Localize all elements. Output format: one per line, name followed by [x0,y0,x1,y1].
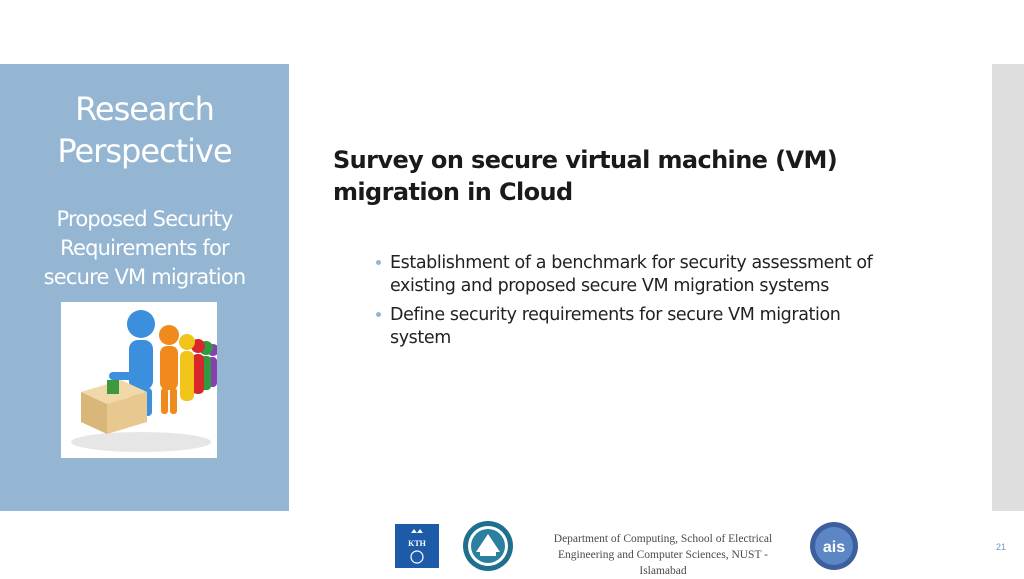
ais-logo [808,520,860,572]
ais-logo-text: ais [822,539,846,556]
bullet-line: Define security requirements for secure VM migration [390,305,841,325]
slide-subtitle-line: Proposed Security [56,207,233,231]
nust-logo [462,520,514,572]
institution-footer [528,531,798,579]
institution-line: Department of Computing, School of Electrical [553,533,773,545]
slide-title-line: Perspective [57,132,232,170]
bullet-line: existing and proposed secure VM migration systems [390,276,829,296]
kth-logo [395,524,439,568]
kth-logo-text: KTH [408,539,426,548]
content-heading-line: Survey on secure virtual machine (VM) [333,146,838,174]
bullet-line: Establishment of a benchmark for security assessment of [390,253,873,273]
bullet-dot-icon [376,260,381,265]
page-number: 21 [996,542,1007,552]
bullet-item [376,304,936,350]
side-scrollbar[interactable] [992,64,1024,511]
person-yellow [179,334,195,401]
content-heading-line: migration in Cloud [333,178,573,206]
content-heading [333,144,893,208]
bullet-list [376,252,936,356]
institution-line: Islamabad [639,565,687,577]
slide-title [0,88,289,172]
institution-line: Engineering and Computer Sciences, NUST - [558,549,768,561]
slide-subtitle-line: secure VM migration [43,265,246,289]
bullet-item [376,252,936,298]
people-voting-ballot-box-icon [61,302,217,458]
bullet-dot-icon [376,312,381,317]
slide-subtitle [0,205,289,292]
bullet-line: system [390,328,451,348]
slide-title-line: Research [75,90,214,128]
slide-subtitle-line: Requirements for [60,236,229,260]
